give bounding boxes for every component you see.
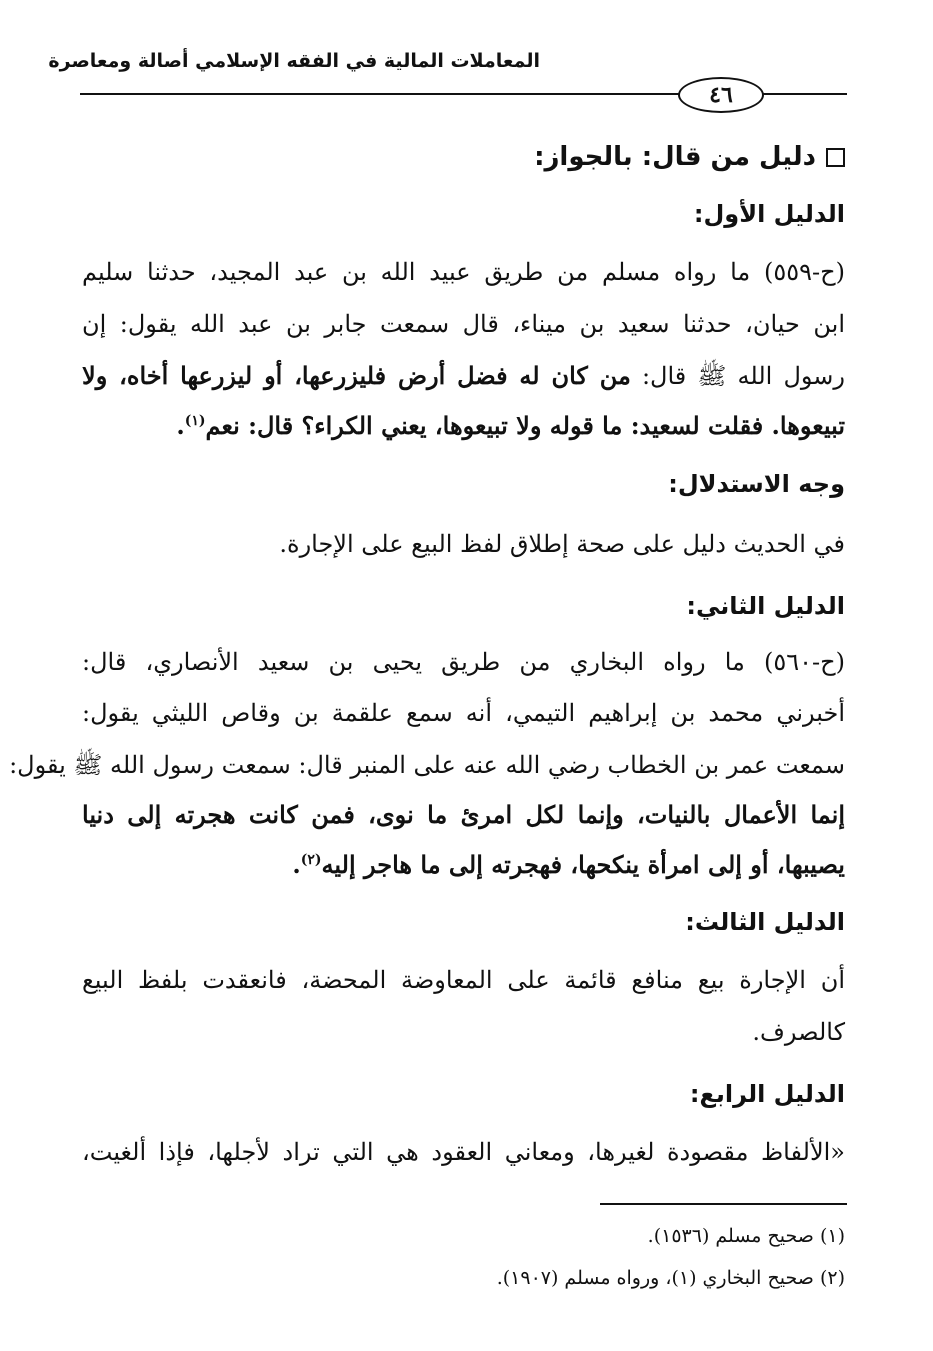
section-title [82, 142, 845, 172]
evidence3-line: أن الإجارة بيع منافع قائمة على المعاوضة المحضة، فانعقدت بلفظ البيع [82, 966, 845, 994]
hadith-text: من كان له فضل أرض فليزرعها، أو ليزرعها أخاه، ولا [82, 361, 631, 390]
hadith-text: يصيبها، أو إلى امرأة ينكحها، فهجرته إلى ما هاجر إليه [321, 850, 845, 879]
footnote: (١) صحيح مسلم (١٥٣٦). [647, 1225, 845, 1247]
evidence1-line [82, 411, 845, 440]
section-title-text: دليل من قال: بالجواز: [534, 142, 816, 172]
footnote-ref: (١) [184, 413, 206, 429]
evidence2-line: سمعت عمر بن الخطاب رضي الله عنه على المنبر قال: سمعت رسول الله ﷺ يقول: [9, 751, 845, 779]
hadith-text: تبيعوها. فقلت لسعيد: ما قوله ولا تبيعوها، يعني الكراء؟ قال: نعم [205, 411, 845, 440]
footnote-rule [600, 1203, 847, 1205]
inference-heading: وجه الاستدلال: [668, 470, 845, 498]
evidence1-heading: الدليل الأول: [693, 200, 845, 228]
footnote-ref: (٢) [300, 852, 322, 868]
footnote: (٢) صحيح البخاري (١)، ورواه مسلم (١٩٠٧). [496, 1267, 845, 1289]
evidence2-line: أخبرني محمد بن إبراهيم التيمي، أنه سمع علقمة بن وقاص الليثي يقول: [82, 699, 845, 727]
period: . [292, 850, 301, 879]
evidence1-line: (ح-٥٥٩) ما رواه مسلم من طريق عبيد الله بن عبد المجيد، حدثنا سليم [82, 258, 845, 286]
evidence1-line-plain: رسول الله ﷺ قال: [630, 362, 845, 390]
page-number: ٤٦ [678, 77, 764, 113]
period: . [176, 411, 185, 440]
evidence3-line: كالصرف. [752, 1018, 845, 1046]
inference-text: في الحديث دليل على صحة إطلاق لفظ البيع على الإجارة. [279, 530, 845, 558]
evidence1-line [82, 361, 845, 396]
evidence4-heading: الدليل الرابع: [689, 1080, 845, 1108]
evidence2-line [82, 850, 845, 879]
evidence2-line: (ح-٥٦٠) ما رواه البخاري من طريق يحيى بن سعيد الأنصاري، قال: [82, 648, 845, 676]
evidence3-heading: الدليل الثالث: [685, 908, 845, 936]
evidence2-heading: الدليل الثاني: [686, 592, 845, 620]
evidence1-line: ابن حيان، حدثنا سعيد بن ميناء، قال سمعت جابر بن عبد الله يقول: إن [82, 310, 845, 338]
running-title: المعاملات المالية في الفقه الإسلامي أصالة ومعاصرة [48, 50, 540, 72]
hadith-text: إنما الأعمال بالنيات، وإنما لكل امرئ ما نوى، فمن كانت هجرته إلى دنيا [82, 800, 845, 829]
evidence4-line: «الألفاظ مقصودة لغيرها، ومعاني العقود هي التي تراد لأجلها، فإذا ألغيت، [82, 1138, 845, 1166]
checkbox-square-icon [826, 148, 845, 167]
